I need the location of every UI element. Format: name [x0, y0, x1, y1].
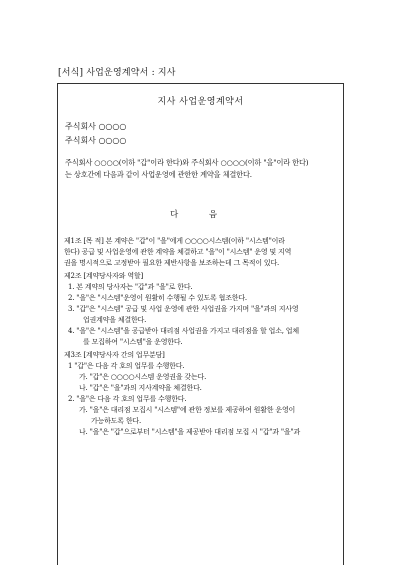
intro-paragraph: [65, 157, 339, 181]
article-heading: 제2조 [계약당사자와 역할]: [64, 272, 143, 280]
article-heading: 제3조 [계약당사자 간의 업무분담]: [64, 351, 165, 359]
da-eum-heading: 다 음: [169, 210, 232, 220]
article-line: 2. "을"은 다음 각 호의 업무를 수행한다.: [68, 395, 187, 403]
article-line: 가. "갑"은 ○○○○시스템 운영권을 갖는다.: [79, 373, 207, 381]
party-2: 주식회사 ○○○○: [65, 136, 127, 145]
intro-line: 는 상호간에 다음과 같이 사업운영에 관한한 계약을 체결한다.: [65, 170, 252, 179]
intro-line: 주식회사 ○○○○(이하 "갑"이라 한다)와 주식회사 ○○○○(이하 "을"이라 한다): [65, 158, 309, 167]
article-line: 1 "갑"은 다음 각 호의 업무를 수행한다.: [68, 362, 185, 370]
article-line: 4. "을"은 "시스템"을 공급받아 대리점 사업권을 가지고 대리점을 할 업소, 업체: [68, 327, 299, 335]
article-line: 나. "갑"은 "을"과의 지사계약을 체결한다.: [79, 384, 202, 392]
article-line: 가. "을"은 대리점 모집시 "시스템"에 관한 정보를 제공하여 원활한 운영이: [79, 406, 296, 414]
contract-articles: [64, 236, 340, 438]
article-line: 가능하도록 한다.: [91, 417, 141, 425]
article-line: 를 모집하여 "시스템"을 운영한다.: [83, 338, 183, 346]
form-label: [서식] 사업운영계약서 : 지사: [58, 68, 176, 78]
contract-document: [57, 83, 344, 565]
article-heading: 제1조 [목 적] 본 계약은 "갑"이 "을"에게 ○○○○시스템(이하 "시스템"이라: [64, 237, 285, 245]
article-line: 1. 본 계약의 당사자는 "갑"과 "을"로 한다.: [68, 283, 193, 291]
article-line: 3. "갑"은 "시스템" 공급 및 사업 운영에 관한 사업권을 가지며 "을"과의 지사영: [68, 305, 299, 313]
document-title: 지사 사업운영계약서: [157, 97, 244, 107]
article-line: 한다) 공급 및 사업운영에 관한 계약을 체결하고 "을"이 "시스템" 운영 및 지역: [64, 248, 292, 256]
party-1: 주식회사 ○○○○: [65, 122, 127, 131]
article-line: 2. "을"은 "시스템"운영이 원활히 수행될 수 있도록 협조한다.: [68, 294, 247, 302]
article-line: 업권계약을 체결한다.: [83, 316, 147, 324]
article-line: 권을 명시적으로 고정받아 필요한 제반사항을 보조하는데 그 목적이 있다.: [64, 259, 280, 267]
article-line: 나. "을"은 "갑"으로부터 "시스템"을 제공받아 대리점 모집 시 "갑"과 "을"과: [79, 428, 301, 436]
